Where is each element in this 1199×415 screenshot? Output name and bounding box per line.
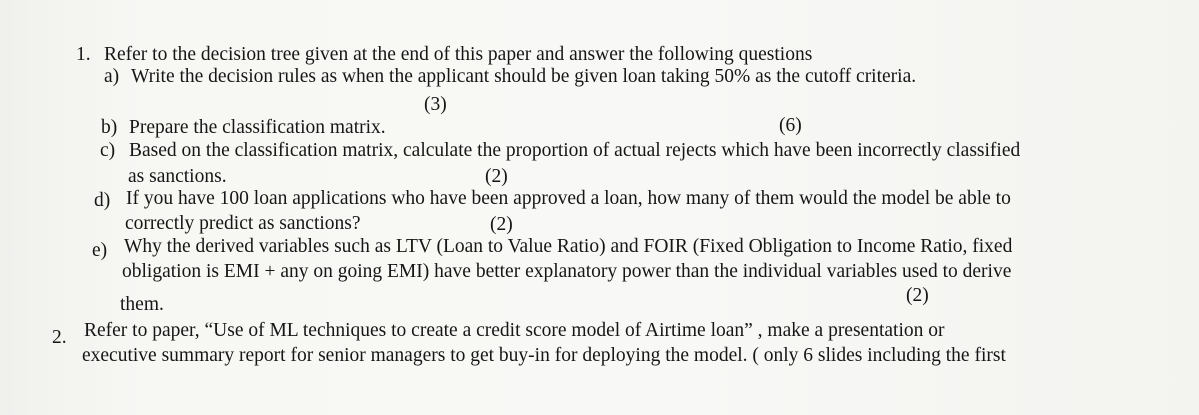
q1a-marks: (3) [424,94,447,115]
q1a-text: Write the decision rules as when the applicant should be given loan taking 50% as the cutoff criteria. [131,66,917,87]
q2-text-line2: executive summary report for senior managers to get buy-in for deploying the model. ( only 6 slides including the first [82,345,1006,366]
q1b-text: Prepare the classification matrix. [129,117,386,138]
q1-text: Refer to the decision tree given at the end of this paper and answer the following questions [104,44,813,65]
q1d-label: d) [94,190,111,211]
q1c-text-line2: as sanctions. [128,166,227,187]
q1c-label: c) [100,140,116,161]
q1d-text-line2: correctly predict as sanctions? [125,213,361,234]
q1c-text-line1: Based on the classification matrix, calculate the proportion of actual rejects which have been incorrectly classified [129,140,1021,161]
q1a-label: a) [104,66,120,87]
q1e-text-line1: Why the derived variables such as LTV (Loan to Value Ratio) and FOIR (Fixed Obligation to Income Ratio, fixed [124,236,1013,257]
q1-number: 1. [76,44,91,65]
q2-number: 2. [52,327,67,348]
q1b-label: b) [101,117,118,138]
q1e-text-line2: obligation is EMI + any on going EMI) have better explanatory power than the individual variables used to derive [122,261,1012,282]
q1e-label: e) [92,240,108,261]
q1d-text-line1: If you have 100 loan applications who have been approved a loan, how many of them would the model be able to [126,188,1011,209]
q1c-marks: (2) [485,166,508,187]
q1b-marks: (6) [779,115,802,136]
q2-text-line1: Refer to paper, “Use of ML techniques to create a credit score model of Airtime loan” , make a presentation or [84,320,945,341]
q1d-marks: (2) [490,214,513,235]
q1e-text-line3: them. [120,294,164,315]
q1e-marks: (2) [906,285,929,306]
